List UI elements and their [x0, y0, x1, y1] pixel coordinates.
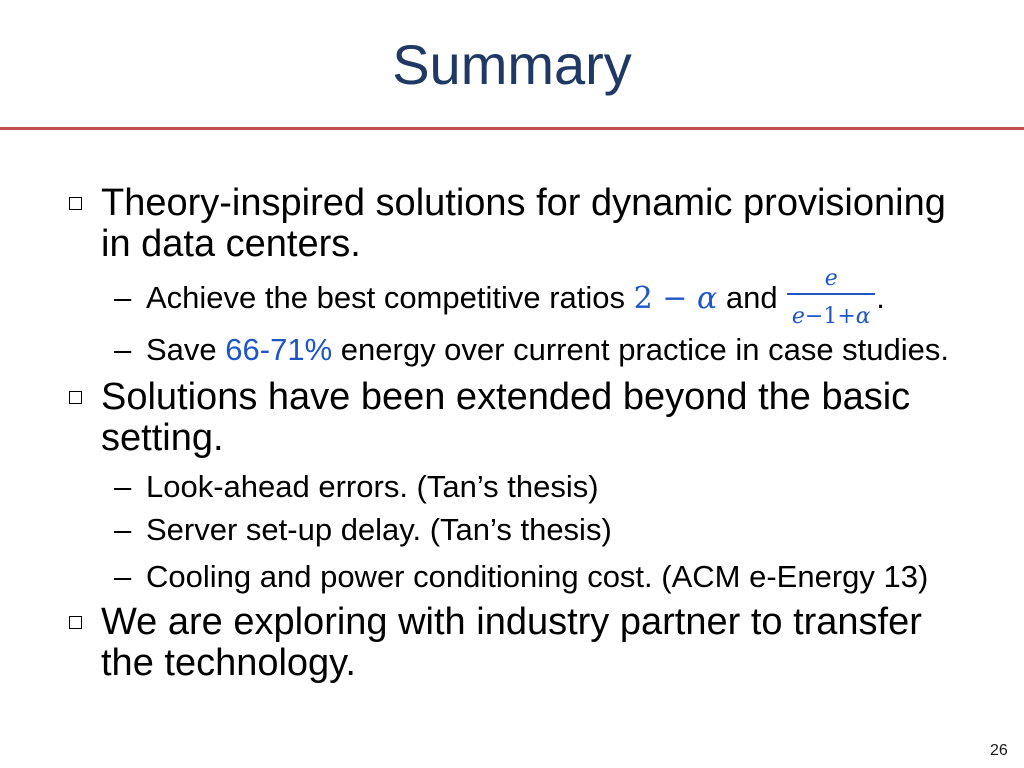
square-bullet-icon: [69, 616, 82, 629]
square-bullet-icon: [69, 197, 82, 210]
sub-bullet-item: [0, 266, 1024, 329]
bullet-item: [0, 183, 1024, 267]
slide-title: Summary: [392, 33, 632, 96]
sub-bullet-item: [0, 512, 1024, 548]
dash-bullet-icon: –: [114, 469, 132, 504]
math-operator: −: [804, 304, 824, 329]
ratios-connector: and: [725, 280, 778, 315]
ratios-lead: Achieve the best competitive ratios: [146, 280, 626, 315]
bullet-text: Theory-inspired solutions for dynamic provisioning in data centers.: [101, 182, 946, 265]
page-number: 26: [990, 742, 1008, 759]
bullet-text: Solutions have been extended beyond the basic setting.: [101, 376, 911, 459]
math-variable: α: [696, 281, 718, 316]
bullet-text: We are exploring with industry partner to transfer the technology.: [101, 601, 922, 684]
fraction-numerator: e: [824, 266, 838, 291]
sub-bullet-text: Cooling and power conditioning cost. (ACM e-Energy 13): [146, 559, 929, 594]
math-operator: −: [662, 281, 688, 316]
ratios-end: .: [876, 280, 885, 315]
math-variable: e: [791, 304, 805, 329]
dash-bullet-icon: –: [114, 332, 132, 367]
sub-bullet-item: [0, 559, 1024, 595]
math-operator: +: [837, 304, 856, 329]
math-term: 2: [633, 281, 653, 316]
square-bullet-icon: [69, 391, 82, 404]
fraction-bar: [787, 293, 875, 295]
title-divider: [0, 127, 1024, 130]
sub-bullet-text: [146, 332, 949, 368]
bullet-item: [0, 602, 1024, 686]
sub-bullet-text: Look-ahead errors. (Tan’s thesis): [146, 469, 599, 504]
fraction-denominator: [787, 305, 875, 329]
math-term: 1: [823, 304, 838, 329]
math-variable: α: [855, 304, 871, 329]
ratio-fraction-b: [787, 266, 875, 329]
savings-value: 66-71%: [225, 332, 333, 367]
sub-bullet-item: [0, 332, 1024, 368]
dash-bullet-icon: –: [114, 512, 132, 547]
sub-bullet-text: Server set-up delay. (Tan’s thesis): [146, 512, 612, 547]
bullet-item: [0, 377, 1024, 461]
sub-bullet-text: [146, 266, 885, 329]
ratio-expression-a: [634, 281, 718, 316]
dash-bullet-icon: –: [114, 559, 132, 594]
savings-lead: Save: [146, 332, 217, 367]
savings-rest: energy over current practice in case studies.: [340, 332, 950, 367]
sub-bullet-item: [0, 469, 1024, 505]
dash-bullet-icon: –: [114, 280, 132, 315]
